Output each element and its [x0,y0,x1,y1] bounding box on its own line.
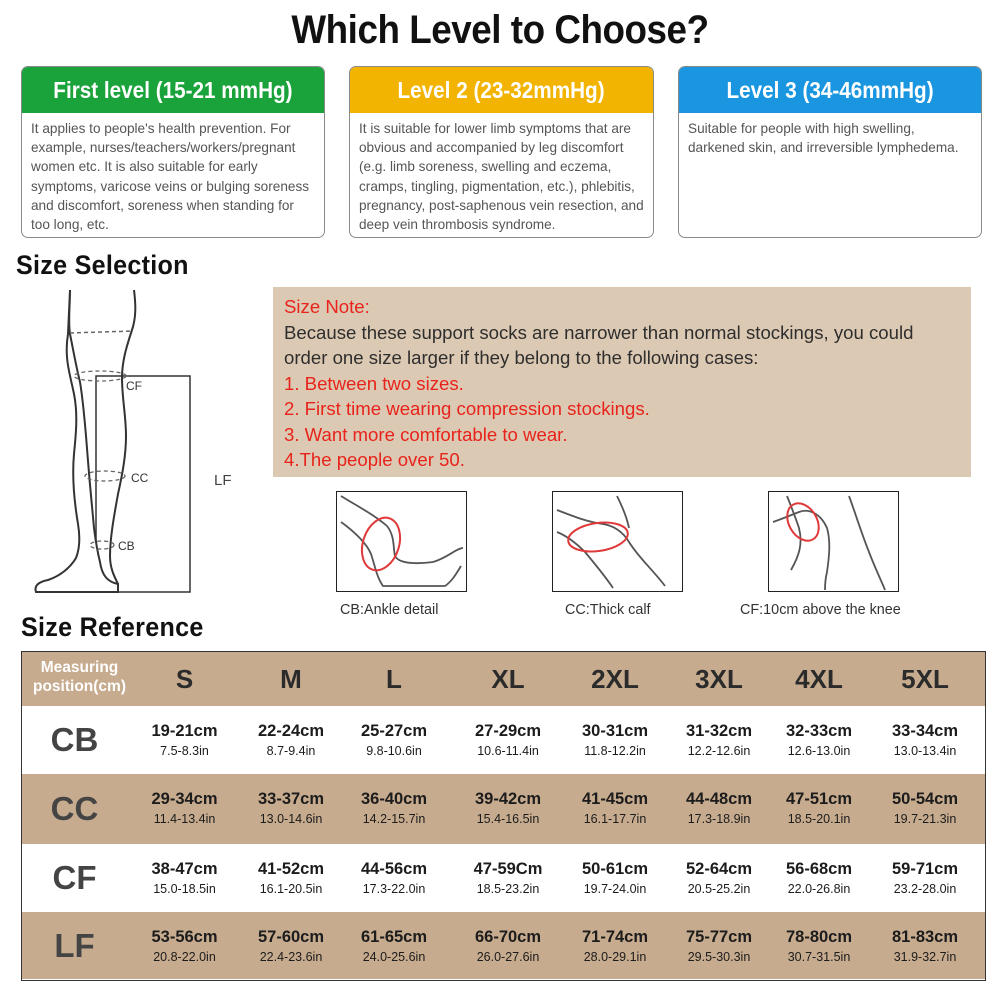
table-row [22,706,985,774]
size-header: 5XL [901,664,949,694]
size-cell [769,844,869,912]
size-cm-value: 78-80cm [785,928,853,946]
size-cm-value: 71-74cm [581,928,649,946]
size-inch-value: 22.4-23.6in [259,950,323,964]
size-inch-value: 29.5-30.3in [687,950,751,964]
measuring-position-header: Measuring position(cm) [33,659,126,695]
size-cell [565,774,665,844]
size-inch-value: 13.0-13.4in [893,744,957,758]
size-header: L [386,664,402,694]
size-inch-value: 8.7-9.4in [266,744,316,758]
detail-caption-cc: CC:Thick calf [565,602,651,618]
level-description-second: It is suitable for lower limb symptoms that are obvious and accompanied by leg discomfort (e.g. limb soreness, swelling and eczema, cramps, tingling, pigmentation, etc.), phlebitis, pregnancy, post-saphenous vein resection, and deep vein thrombosis syndrome. [359,121,644,233]
knee-detail-image [768,491,899,592]
size-cm-value: 81-83cm [891,928,959,946]
size-cm-value: 19-21cm [151,722,218,740]
page-title: Which Level to Choose? [291,8,709,52]
level-card-first [21,66,325,238]
size-cm-value: 56-68cm [785,860,853,878]
diagram-label-cb: CB [118,539,135,553]
size-header: 3XL [695,664,743,694]
size-cell [875,774,975,844]
size-inch-value: 26.0-27.6in [476,950,540,964]
table-row [22,844,985,912]
level-description-first: It applies to people's health prevention. For example, nurses/teachers/workers/pregnant women etc. It is also suitable for early symptoms, varicose veins or bulging soreness and discomfort, soreness when standing for too long, etc. [31,121,310,233]
size-note-case: 2. First time wearing compression stockings. [284,398,650,419]
size-inch-value: 22.0-26.8in [787,882,851,896]
size-cm-value: 38-47cm [151,860,218,878]
size-cm-value: 30-31cm [581,722,649,740]
size-note-intro: Because these support socks are narrower than normal stockings, you could order one size larger if they belong to the following cases: [284,321,914,368]
size-note-heading: Size Note: [284,296,370,317]
size-cm-value: 50-54cm [891,790,959,808]
size-cm-value: 41-45cm [581,790,649,808]
size-cell [241,706,341,774]
size-inch-value: 15.4-16.5in [476,812,540,826]
size-cell [565,706,665,774]
measuring-position-label: CC [50,790,99,827]
size-cm-value: 22-24cm [257,722,325,740]
size-cm-value: 50-61cm [581,860,649,878]
level-heading-third [679,67,981,113]
size-cell [458,706,558,774]
measuring-position-label: CF [52,859,97,896]
size-cm-value: 41-52cm [257,860,325,878]
size-inch-value: 23.2-28.0in [893,882,957,896]
size-cell [241,774,341,844]
size-cm-value: 57-60cm [257,928,325,946]
table-header-row [22,652,985,706]
leg-outline-illustration [18,286,248,602]
size-cm-value: 39-42cm [474,790,542,808]
level-heading-first [22,67,324,113]
size-cell [875,706,975,774]
size-cell [669,844,769,912]
calf-detail-image [552,491,683,592]
size-inch-value: 13.0-14.6in [259,812,323,826]
size-inch-value: 9.8-10.6in [366,744,422,758]
level-card-second [349,66,654,238]
table-row [22,774,985,844]
size-cell [669,774,769,844]
size-cm-value: 47-59Cm [473,860,543,878]
size-inch-value: 18.5-20.1in [787,812,851,826]
size-cell [137,706,232,774]
size-cell [137,912,232,979]
size-cell [137,774,232,844]
size-inch-value: 16.1-17.7in [583,812,647,826]
size-cm-value: 66-70cm [474,928,542,946]
size-header: 2XL [591,664,639,694]
size-inch-value: 28.0-29.1in [583,950,647,964]
size-inch-value: 15.0-18.5in [153,882,216,896]
size-reference-table [21,651,986,981]
size-inch-value: 17.3-22.0in [362,882,426,896]
size-cm-value: 61-65cm [360,928,428,946]
size-cell [458,912,558,979]
diagram-label-cf: CF [126,379,142,393]
size-note-box [273,287,971,477]
size-cm-value: 47-51cm [785,790,853,808]
size-reference-title: Size Reference [21,612,204,642]
size-cell [458,774,558,844]
size-selection-title: Size Selection [16,250,189,280]
size-cm-value: 44-56cm [360,860,428,878]
size-cell [344,706,444,774]
size-header: M [280,664,302,694]
size-cm-value: 53-56cm [151,928,218,946]
level-heading-text: Level 2 (23-32mmHg) [397,76,606,103]
size-inch-value: 12.6-13.0in [787,744,851,758]
size-cell [669,912,769,979]
size-cm-value: 36-40cm [360,790,428,808]
size-cm-value: 52-64cm [685,860,753,878]
size-inch-value: 11.8-12.2in [584,744,646,758]
size-cm-value: 75-77cm [685,928,753,946]
size-cell [769,774,869,844]
level-heading-text: First level (15-21 mmHg) [53,76,293,103]
size-header: XL [491,664,525,694]
size-inch-value: 31.9-32.7in [893,950,957,964]
size-inch-value: 7.5-8.3in [160,744,209,758]
size-cm-value: 29-34cm [151,790,218,808]
size-note-case: 1. Between two sizes. [284,372,464,394]
size-inch-value: 24.0-25.6in [362,950,426,964]
ankle-detail-image [336,491,467,592]
size-note-case: 4.The people over 50. [284,449,465,470]
size-inch-value: 19.7-21.3in [893,812,957,826]
size-cell [344,912,444,979]
size-note-case: 3. Want more comfortable to wear. [284,423,568,445]
size-cell [344,774,444,844]
size-inch-value: 17.3-18.9in [687,812,751,826]
diagram-label-cc: CC [131,471,149,485]
level-card-third [678,66,982,238]
size-cell [241,912,341,979]
size-inch-value: 20.8-22.0in [153,950,216,964]
size-inch-value: 19.7-24.0in [583,882,647,896]
size-cm-value: 31-32cm [685,722,753,740]
size-inch-value: 20.5-25.2in [687,882,751,896]
level-description-third: Suitable for people with high swelling, darkened skin, and irreversible lymphedema. [688,121,959,156]
size-cell [875,844,975,912]
leg-diagram [18,286,248,602]
size-cell [565,912,665,979]
size-cm-value: 25-27cm [360,722,428,740]
size-cell [769,912,869,979]
size-header: 4XL [795,664,843,694]
detail-caption-cb: CB:Ankle detail [340,602,439,618]
detail-caption-cf: CF:10cm above the knee [740,602,901,618]
size-inch-value: 11.4-13.4in [153,812,216,826]
measuring-position-label: LF [54,927,95,964]
size-cell [458,844,558,912]
table-row [22,912,985,979]
size-cell [769,706,869,774]
size-header: S [175,664,194,694]
size-cell [669,706,769,774]
size-inch-value: 18.5-23.2in [476,882,540,896]
size-cell [565,844,665,912]
size-cell [241,844,341,912]
size-cm-value: 59-71cm [891,860,959,878]
size-inch-value: 30.7-31.5in [787,950,851,964]
level-heading-text: Level 3 (34-46mmHg) [726,76,934,103]
size-cell [875,912,975,979]
diagram-label-lf: LF [214,472,232,489]
size-cell [137,844,232,912]
level-heading-second [350,67,653,113]
size-cm-value: 32-33cm [785,722,853,740]
size-cell [344,844,444,912]
size-inch-value: 12.2-12.6in [687,744,751,758]
size-cm-value: 33-34cm [891,722,959,740]
measuring-position-label: CB [50,721,99,758]
size-cm-value: 33-37cm [257,790,325,808]
size-inch-value: 16.1-20.5in [259,882,323,896]
size-cm-value: 27-29cm [474,722,542,740]
size-inch-value: 14.2-15.7in [362,812,426,826]
size-cm-value: 44-48cm [685,790,753,808]
size-inch-value: 10.6-11.4in [477,744,539,758]
